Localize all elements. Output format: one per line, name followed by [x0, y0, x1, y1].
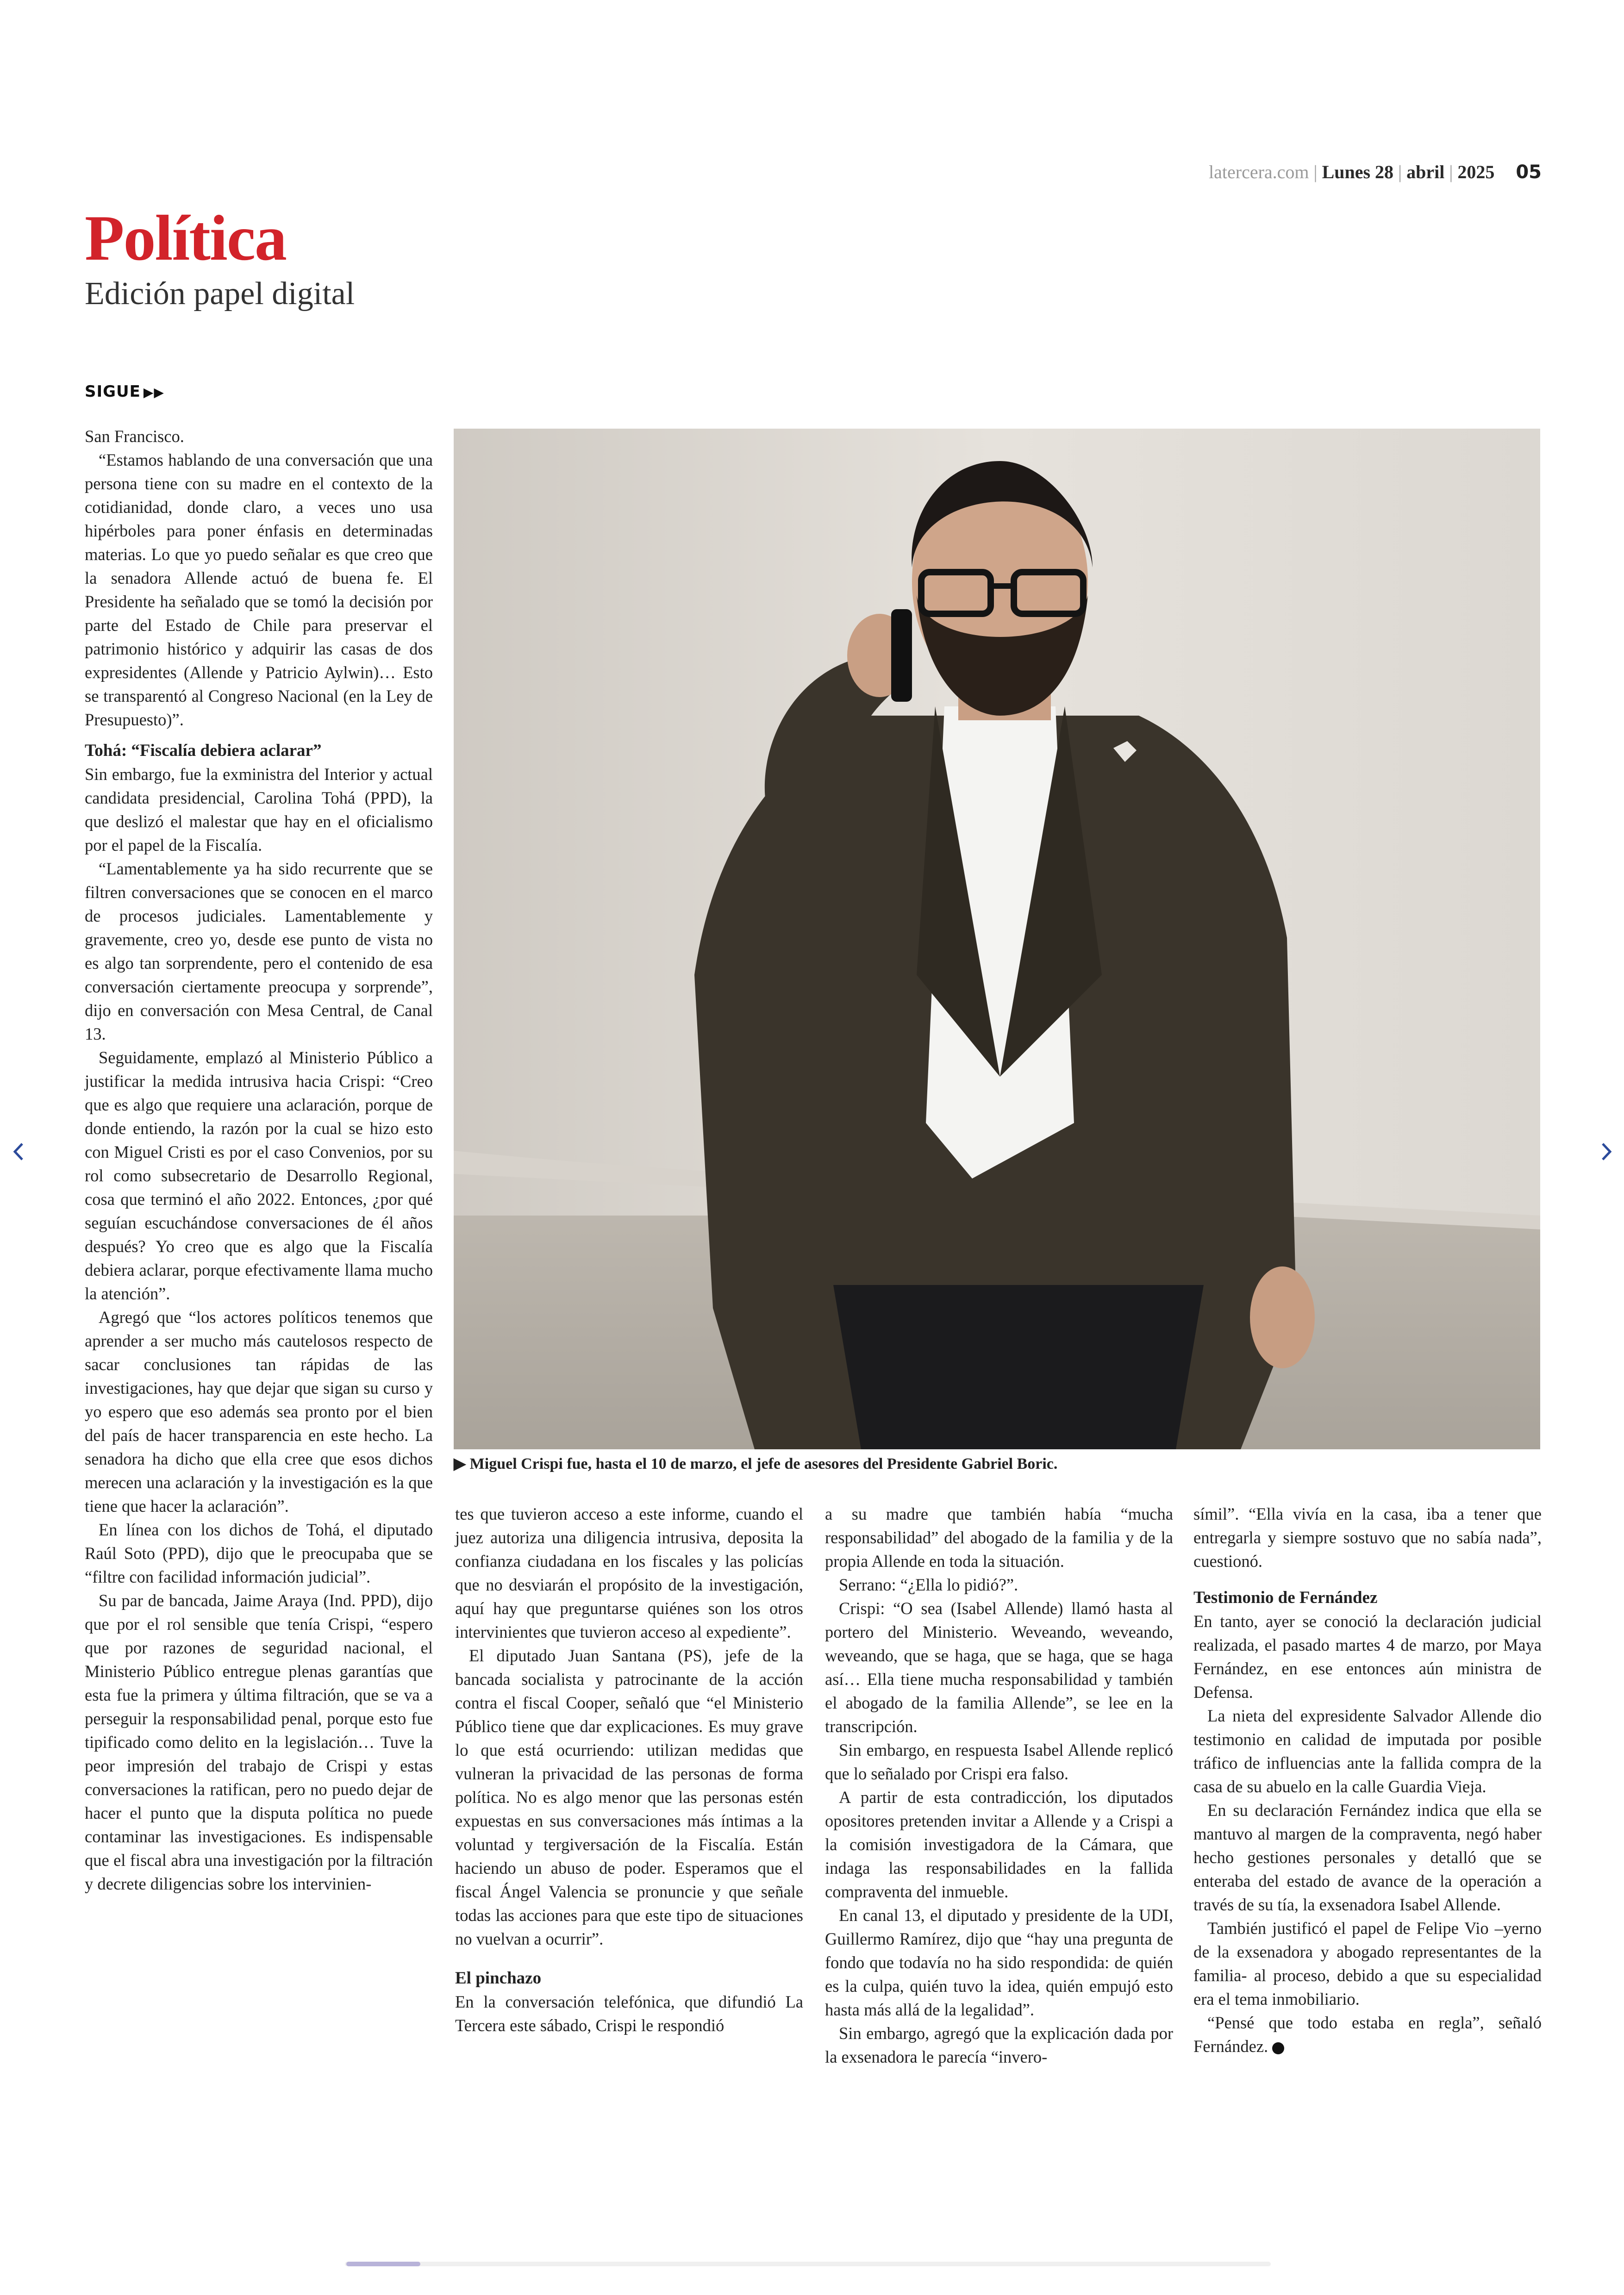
- article-column-1: [85, 424, 433, 1896]
- subheading: Tohá: “Fiscalía debiera aclarar”: [85, 741, 322, 760]
- subheading: El pinchazo: [455, 1969, 542, 1988]
- chevron-right-icon: [1597, 1140, 1616, 1163]
- paragraph: San Francisco.: [85, 427, 184, 446]
- prev-page-button[interactable]: [5, 1138, 32, 1166]
- continue-text: SIGUE: [85, 382, 141, 401]
- double-play-icon: ▶▶: [143, 385, 164, 400]
- paragraph: Sin embargo, en respuesta Isabel Allende replicó que lo señalado por Crispi era falso.: [825, 1740, 1173, 1783]
- article-column-4: [1193, 1502, 1542, 2058]
- article-photo: [454, 429, 1540, 1449]
- page-scrollbar-track[interactable]: [345, 2262, 1271, 2266]
- paragraph: [1193, 2011, 1542, 2058]
- paragraph: Su par de bancada, Jaime Araya (Ind. PPD), dijo que por el rol sensible que tenía Crispi, “espero que por razones de seguridad nacional, el Ministerio Público entregue plenas garantías que esta fue la primera y última filtración, que se va a perseguir la responsabilidad penal, porque esto fue tipificado como delito en la legislación… Tuve la peor impresión del trabajo de Crispi y estas conversaciones la ratifican, pero no puedo dejar de hacer el punto que la disputa política no puede contaminar las investigaciones. Es indispensable que el fiscal abra una investigación por la filtración y decrete diligencias sobre los intervinien-: [85, 1591, 433, 1893]
- date-day: Lunes 28: [1322, 162, 1394, 182]
- article-column-3: [825, 1502, 1173, 2069]
- page-number: 05: [1516, 162, 1542, 183]
- divider: |: [1398, 162, 1402, 182]
- caption-text: Miguel Crispi fue, hasta el 10 de marzo, el jefe de asesores del Presidente Gabriel Boric.: [469, 1455, 1058, 1472]
- photo-caption: [454, 1454, 1057, 1473]
- paragraph: Sin embargo, agregó que la explicación dada por la exsenadora le parecía “invero-: [825, 2024, 1173, 2066]
- paragraph: Agregó que “los actores políticos tenemos que aprender a ser mucho más cautelosos respecto de sacar conclusiones tan rápidas de las investigaciones, hay que dejar que sigan su curso y yo espero que eso además sea pronto por el bien del país de hacer transparencia en este hecho. La senadora ha dicho que ella cree que esos dichos merecen una aclaración y la investigación es la que tiene que hacer la aclaración”.: [85, 1308, 433, 1515]
- page-scrollbar-thumb[interactable]: [346, 2262, 420, 2266]
- continue-label: [85, 382, 164, 401]
- paragraph: En la conversación telefónica, que difundió La Tercera este sábado, Crispi le respondió: [455, 1992, 803, 2035]
- paragraph: En línea con los dichos de Tohá, el diputado Raúl Soto (PPD), dijo que le preocupaba que se “filtre con facilidad información judicial”.: [85, 1520, 433, 1586]
- date-month: abril: [1406, 162, 1445, 182]
- paragraph: “Estamos hablando de una conversación que una persona tiene con su madre en el contexto de la cotidianidad, donde claro, a veces uno usa hipérboles para poner énfasis en determinadas materias. Lo que yo puedo señalar es que creo que la senadora Allende actuó de buena fe. El Presidente ha señalado que se tomó la decisión por parte del Estado de Chile para preservar el patrimonio histórico y adquirir las casas de dos expresidentes (Allende y Patricio Aylwin)… Esto se transparentó al Congreso Nacional (en la Ley de Presupuesto)”.: [85, 450, 433, 729]
- paragraph: En canal 13, el diputado y presidente de la UDI, Guillermo Ramírez, dijo que “hay una pregunta de fondo que todavía no ha sido respondida: de quién es la culpa, quién tuvo la idea, quién empujó esto hasta más allá de la legalidad”.: [825, 1906, 1173, 2019]
- paragraph: Crispi: “O sea (Isabel Allende) llamó hasta al portero del Ministerio. Weveando, weveando, weveando, que se haga, que se haga, que se haga así… Ella tiene mucha responsabilidad y también el abogado de la familia Allende”, se lee en la transcripción.: [825, 1599, 1173, 1736]
- chevron-left-icon: [9, 1140, 28, 1163]
- paragraph: La nieta del expresidente Salvador Allende dio testimonio en calidad de imputada por posible tráfico de influencias ante la fallida compra de la casa de su abuelo en la calle Guardia Vieja.: [1193, 1706, 1542, 1796]
- paragraph: “Lamentablemente ya ha sido recurrente que se filtren conversaciones que se conocen en el marco de procesos judiciales. Lamentablemente y gravemente, creo yo, desde ese punto de vista no es algo tan sorprendente, pero el contenido de esa conversación ciertamente preocupa y sorprende”, dijo en conversación con Mesa Central, de Canal 13.: [85, 859, 433, 1043]
- end-bullet-icon: [1272, 2042, 1284, 2054]
- subheading: Testimonio de Fernández: [1193, 1588, 1378, 1607]
- divider: |: [1313, 162, 1318, 182]
- next-page-button[interactable]: [1593, 1138, 1620, 1166]
- paragraph: El diputado Juan Santana (PS), jefe de la bancada socialista y patrocinante de la acción contra el fiscal Cooper, señaló que “el Ministerio Público tiene que dar explicaciones. Es muy grave lo que está ocurriendo: utilizan medidas que vulneran la privacidad de las personas de forma política. No es algo menor que las personas estén expuestas en sus conversaciones más íntimas a la voluntad y tergiversación de la Fiscalía. Están haciendo un abuso de poder. Esperamos que el fiscal Ángel Valencia se pronuncie y que señale todas las acciones para que este tipo de situaciones no vuelvan a ocurrir”.: [455, 1646, 803, 1948]
- section-subtitle: Edición papel digital: [85, 276, 355, 312]
- paragraph: Sin embargo, fue la exministra del Interior y actual candidata presidencial, Carolina Tohá (PPD), la que deslizó el malestar que hay en el oficialismo por el papel de la Fiscalía.: [85, 765, 433, 854]
- paragraph: En tanto, ayer se conoció la declaración judicial realizada, el pasado martes 4 de marzo, por Maya Fernández, en ese entonces aún ministra de Defensa.: [1193, 1612, 1542, 1702]
- paragraph: Seguidamente, emplazó al Ministerio Público a justificar la medida intrusiva hacia Crispi: “Creo que es algo que requiere una aclaración, porque de donde entiendo, la razón por la cual se hizo esto con Miguel Cristi es por el caso Convenios, por su rol como subsecretario de Desarrollo Regional, cosa que terminó el año 2022. Entonces, ¿por qué seguían escuchándose conversaciones de él años después? Yo creo que es algo que la Fiscalía debiera aclarar, porque efectivamente llama mucho la atención”.: [85, 1048, 433, 1303]
- section-title: Política: [85, 202, 286, 274]
- masthead: [1148, 161, 1542, 183]
- closing-text: “Pensé que todo estaba en regla”, señaló Fernández.: [1193, 2013, 1542, 2056]
- paragraph: A partir de esta contradicción, los diputados opositores pretenden invitar a Allende y a Crispi a la comisión investigadora de la Cámara, que indaga las responsabilidades en la fallida compraventa del inmueble.: [825, 1788, 1173, 1901]
- triangle-right-icon: ▶: [454, 1455, 466, 1472]
- paragraph: tes que tuvieron acceso a este informe, cuando el juez autoriza una diligencia intrusiva, deposita la confianza ciudadana en los fiscales y las policías que no desviarán el propósito de la investigación, aquí hay que preguntarse quiénes son los otros intervinientes que tuvieron acceso al expediente”.: [455, 1504, 803, 1641]
- paragraph: Serrano: “¿Ella lo pidió?”.: [839, 1575, 1018, 1594]
- article-column-2: [455, 1502, 803, 2037]
- paragraph: a su madre que también había “mucha responsabilidad” del abogado de la familia y de la propia Allende en toda la situación.: [825, 1504, 1173, 1571]
- paragraph: En su declaración Fernández indica que ella se mantuvo al margen de la compraventa, negó haber hecho gestiones personales y detalló que se enteraba del estado de avance de la operación a través de su tía, la exsenadora Isabel Allende.: [1193, 1801, 1542, 1914]
- divider: |: [1449, 162, 1453, 182]
- paragraph: También justificó el papel de Felipe Vio –yerno de la exsenadora y abogado representantes de la familia- al proceso, debido a que su especialidad era el tema inmobiliario.: [1193, 1919, 1542, 2008]
- paragraph: símil”. “Ella vivía en la casa, iba a tener que entregarla y siempre sostuvo que no sabía nada”, cuestionó.: [1193, 1504, 1542, 1571]
- date-year: 2025: [1457, 162, 1495, 182]
- photo-illustration: [454, 429, 1540, 1449]
- site-name[interactable]: latercera.com: [1209, 162, 1309, 182]
